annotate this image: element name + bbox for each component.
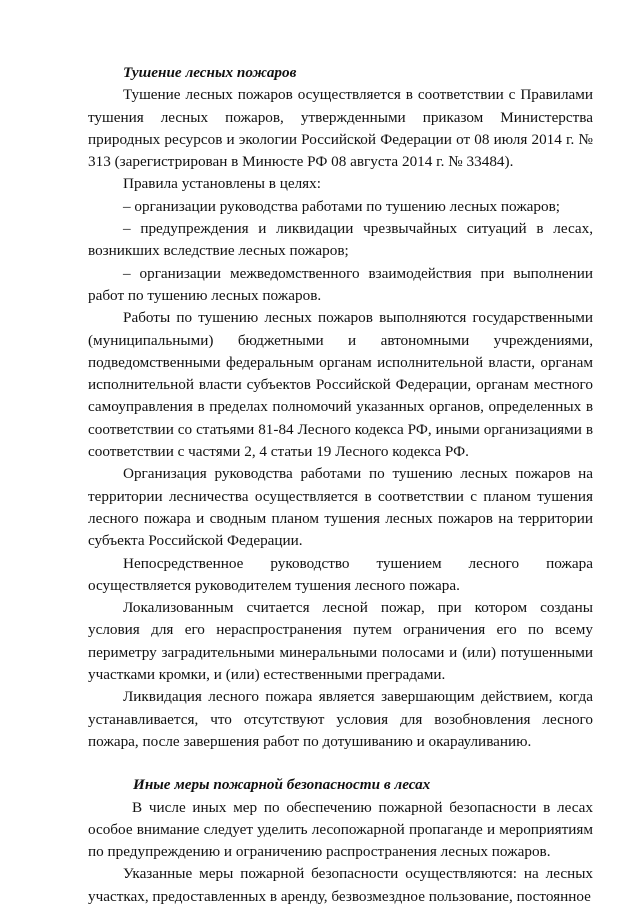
- paragraph-work-organization: Организация руководства работами по тушению лесных пожаров на территории лесничества осуществляется в соответствии с планом тушения лесного пожара и сводным планом тушения лесных пожаров на территории субъекта Российской Федерации.: [88, 465, 593, 550]
- list-item-interagency-cooperation: – организации межведомственного взаимодействия при выполнении работ по тушению лесных пожаров.: [88, 264, 593, 304]
- document-page: [88, 62, 593, 908]
- paragraph-direct-management: Непосредственное руководство тушением лесного пожара осуществляется руководителем тушения лесного пожара.: [88, 554, 593, 594]
- list-item-management: – организации руководства работами по тушению лесных пожаров;: [123, 197, 561, 215]
- paragraph-rules-purposes: Правила установлены в целях:: [123, 175, 321, 193]
- paragraph-executing-organizations: Работы по тушению лесных пожаров выполняются государственными (муниципальными) бюджетными и автономными учреждениями, подведомственными федеральным органам исполнительной власти, органам исполнительной власти субъектов Российской Федерации, органам местного самоуправления в пределах полномочий указанных органов, определенных в соответствии со статьями 81-84 Лесного кодекса РФ, иными организациями в соответствии с частями 2, 4 статьи 19 Лесного кодекса РФ.: [88, 309, 593, 461]
- paragraph-fire-propaganda: В числе иных мер по обеспечению пожарной безопасности в лесах особое внимание следует уделить лесопожарной пропаганде и мероприятиям по предупреждению и ограничению распространения лесных пожаров.: [88, 798, 593, 861]
- paragraph-localized-fire: Локализованным считается лесной пожар, при котором созданы условия для его нераспространения путем ограничения его по всему периметру заградительными минеральными полосами и (или) потушенными участками кромки, и (или) естественными преградами.: [88, 599, 593, 684]
- section-heading-forest-fire-suppression: Тушение лесных пожаров: [123, 64, 297, 81]
- list-item-emergency-prevention: – предупреждения и ликвидации чрезвычайных ситуаций в лесах, возникших вследствие лесных пожаров;: [88, 220, 593, 260]
- section-heading-other-measures: Иные меры пожарной безопасности в лесах: [133, 776, 431, 794]
- paragraph-rules-reference: Тушение лесных пожаров осуществляется в соответствии с Правилами тушения лесных пожаров, утвержденными приказом Министерства природных ресурсов и экологии Российской Федерации от 08 июля 2014 г. № 313 (зарегистрирован в Минюсте РФ 08 августа 2014 г. № 33484).: [88, 86, 593, 171]
- paragraph-measures-implementation: Указанные меры пожарной безопасности осуществляются: на лесных участках, предоставленных в аренду, безвозмездное пользование, постоянное: [88, 865, 593, 905]
- paragraph-fire-liquidation: Ликвидация лесного пожара является завершающим действием, когда устанавливается, что отсутствуют условия для возобновления лесного пожара, после завершения работ по дотушиванию и окарауливанию.: [88, 688, 593, 750]
